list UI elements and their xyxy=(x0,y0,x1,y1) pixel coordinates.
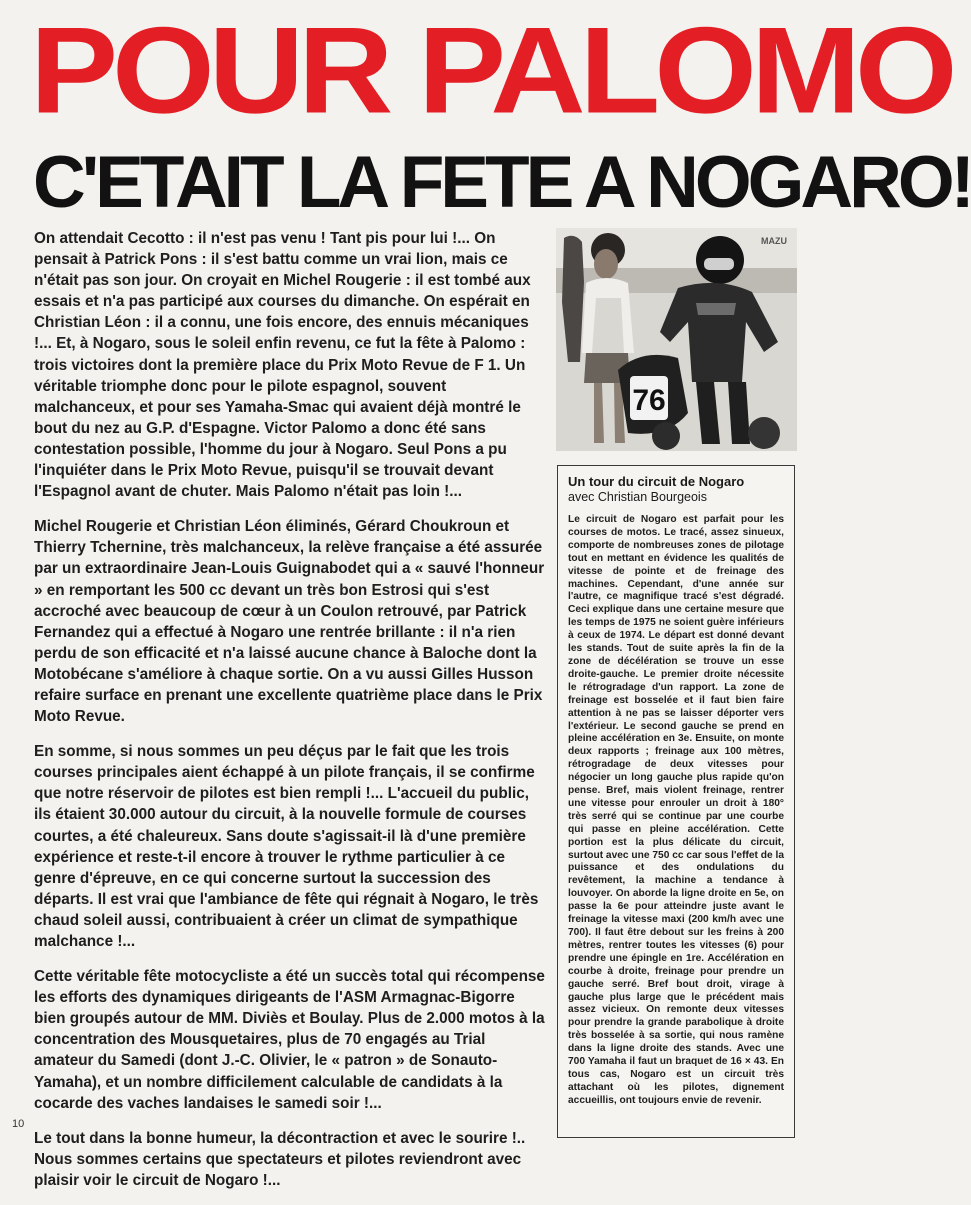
circuit-sidebar xyxy=(557,465,795,1138)
page-number: 10 xyxy=(12,1118,25,1130)
sign-text: MAZU xyxy=(761,236,787,246)
paragraph-2: Michel Rougerie et Christian Léon éliminés, Gérard Choukroun et Thierry Tchernine, très malchanceux, la relève française a été assurée par un extraordinaire Jean-Louis Guignabodet qui a « sauvé l'honneur » en remportant les 500 cc devant un très bon Estrosi qui s'est accroché avec beaucoup de cœur à un Coulon retrouvé, par Patrick Fernandez qui a effectué à Nogaro une rentrée brillante : il n'a rien perdu de son efficacité et n'a laissé aucune chance à Baloche dont la Motobécane s'améliore à chaque sortie. On a vu aussi Gilles Husson refaire surface en prenant une excellente quatrième place dans le Prix Moto Revue. xyxy=(34,518,545,726)
subheadline: C'ETAIT LA FETE A NOGARO! xyxy=(33,142,971,223)
rider-photo xyxy=(556,228,797,451)
paragraph-5: Le tout dans la bonne humeur, la décontraction et avec le sourire !.. Nous sommes certains que spectateurs et pilotes reviendront avec plaisir voir le circuit de Nogaro !... xyxy=(34,1129,526,1189)
sidebar-title: Un tour du circuit de Nogaro xyxy=(568,474,745,489)
sidebar-subtitle: avec Christian Bourgeois xyxy=(568,490,707,504)
paragraph-3: En somme, si nous sommes un peu déçus par le fait que les trois courses principales aient échappé à un pilote français, il se confirme que notre réservoir de pilotes est bien rempli !... L'accueil du public, ils étaient 30.000 autour du circuit, à la nouvelle formule de courses courtes, a été chaleureux. Sans doute s'agissait-il là d'une première expérience et reste-t-il encore à trouver le rythme particulier à ce genre d'épreuve, en ce qui concerne surtout la succession des départs. Il est vrai que l'ambiance de fête qui régnait à Nogaro, le très chaud soleil aussi, contribuaient à créer un climat de sympathique malchance !... xyxy=(34,743,539,950)
race-number: 76 xyxy=(632,384,666,417)
paragraph-1: On attendait Cecotto : il n'est pas venu ! Tant pis pour lui !... On pensait à Patrick Pons : il s'est battu comme un vrai lion, mais ce n'était pas son jour. On croyait en Michel Rougerie : il est tombé aux essais et n'a pas participé aux courses du dimanche. On espérait en Christian Léon : il a connu, une fois encore, des ennuis mécaniques !... Et, à Nogaro, sous le soleil enfin revenu, ce fut la fête à Palomo : trois victoires dont la première place du Prix Moto Revue de F 1. Un véritable triomphe donc pour le pilote espagnol, souvent malchanceux, et pour ses Yamaha-Smac qui avaient déjà montré le bout du nez au G.P. d'Espagne. Victor Palomo a donc été sans contestation possible, l'homme du jour à Nogaro. Seul Pons a pu l'inquiéter dans le Prix Moto Revue, puisqu'il se trouvait devant l'Espagnol avant de chuter. Mais Palomo n'était pas loin !... xyxy=(34,230,531,501)
headline: POUR PALOMO xyxy=(30,1,952,139)
paragraph-4: Cette véritable fête motocycliste a été un succès total qui récompense les efforts des dynamiques dirigeants de l'ASM Armagnac-Bigorre bien groupés autour de MM. Diviès et Boulay. Plus de 2.000 motos à la concentration des Mousquetaires, plus de 70 engagés au Trial amateur du Samedi (dont J.-C. Olivier, le « patron » de Sonauto-Yamaha), et un nombre difficilement calculable de candidats à la cocarde des vaches landaises le samedi soir !... xyxy=(34,968,545,1112)
sidebar-body: Le circuit de Nogaro est parfait pour les courses de motos. Le tracé, assez sinueux, comporte de nombreuses zones de pilotage tout en mettant en évidence les qualités de vitesse de pointe et de freinage des machines. Cependant, d'une année sur l'autre, ce magnifique tracé s'est dégradé. Ceci explique dans une certaine mesure que les temps de 1975 ne soient guère inférieurs à ceux de 1974. Le départ est donné devant les stands. Tout de suite après la fin de la zone de décélération se trouve un esse droite-gauche. Le premier droite nécessite le rétrogradage d'un rapport. La zone de freinage est bosselée et il faut bien faire attention à ne pas se laisser déporter vers l'extérieur. Le second gauche se prend en pleine accélération en 3e. Ensuite, on monte deux rapports ; freinage aux 100 mètres, rétrogradage de deux vitesses pour négocier un long gauche plus rapide qu'on pense. Bref, mais violent freinage, rentrer une vitesse pour enrouler un droit à 180° très serré qui se continue par une courbe qui passe en pleine accélération. Cette portion est la plus délicate du circuit, surtout avec une 750 cc car sous l'effet de la puissance et des ondulations du revêtement, la machine a tendance à louvoyer. On aborde la ligne droite en 5e, on passe la 6e pour atteindre juste avant le freinage la vitesse maxi (200 km/h avec une 700). Il faut être debout sur les freins à 200 mètres, rentrer toutes les vitesses (6) pour prendre une épingle en 1re. Accélération en courbe à droite, freinage pour prendre un gauche serré. Bref bout droit, virage à gauche plus large que le précédent mais assez vicieux. On remonte deux vitesses pour prendre la grande parabolique à droite très bosselée à sa sortie, qui nous ramène dans la ligne droite des stands. Avec une 700 Yamaha il faut un braquet de 16 × 43. En tous cas, Nogaro est un circuit très attachant où les pilotes, dignement accueillis, ont toujours envie de revenir. xyxy=(568,514,784,1106)
article-body xyxy=(34,228,546,1205)
